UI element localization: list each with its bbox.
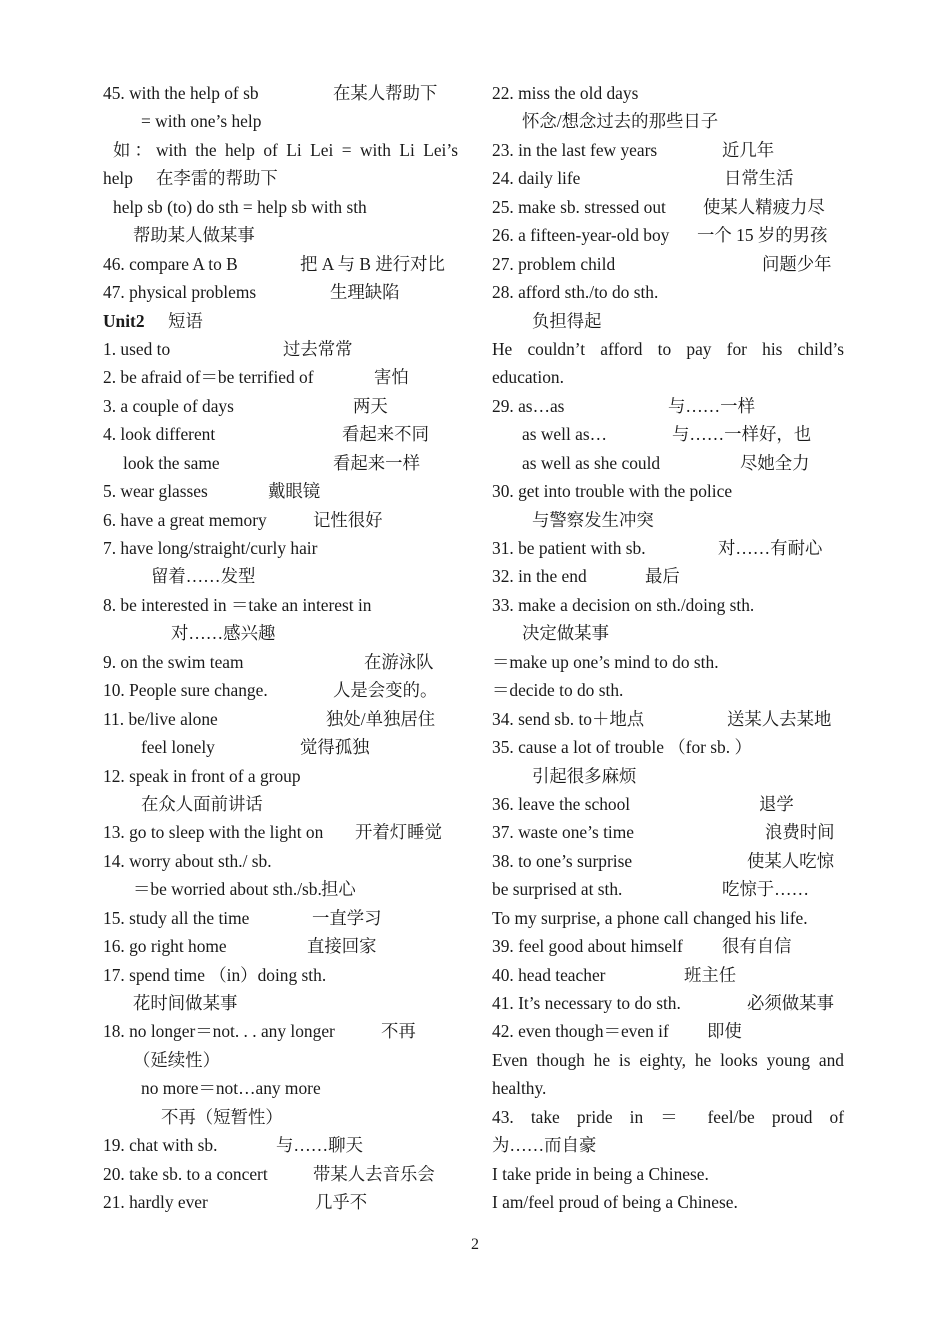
english-phrase: 42. even though＝even if [492, 1021, 669, 1042]
chinese-meaning: 几乎不 [315, 1192, 368, 1213]
english-phrase: 35. cause a lot of trouble （for sb. ） [492, 737, 752, 758]
phrase-line [103, 875, 458, 903]
phrase-line [492, 1017, 844, 1045]
english-phrase: 5. wear glasses [103, 481, 208, 502]
english-phrase: 3. a couple of days [103, 395, 234, 416]
english-phrase: （延续性） [133, 1049, 220, 1070]
phrase-line [103, 1160, 458, 1188]
english-phrase: = with one’s help [141, 111, 262, 132]
chinese-meaning: 近几年 [722, 139, 775, 160]
english-phrase: 37. waste one’s time [492, 822, 634, 843]
phrase-line [103, 847, 458, 875]
chinese-meaning: 戴眼镜 [268, 481, 321, 502]
phrase-line [103, 278, 458, 306]
phrase-line [103, 449, 458, 477]
english-phrase: no more＝not…any more [141, 1078, 321, 1099]
chinese-meaning: 两天 [353, 395, 388, 416]
chinese-meaning: 使某人吃惊 [747, 850, 834, 871]
english-phrase: 负担得起 [532, 310, 602, 331]
english-phrase: 决定做某事 [522, 623, 609, 644]
english-phrase: 21. hardly ever [103, 1192, 208, 1213]
english-phrase: ＝decide to do sth. [492, 680, 624, 701]
english-phrase: 9. on the swim team [103, 651, 244, 672]
english-phrase: 33. make a decision on sth./doing sth. [492, 594, 755, 615]
chinese-meaning: 看起来不同 [342, 424, 429, 445]
phrase-line [492, 136, 844, 164]
english-phrase: 39. feel good about himself [492, 936, 683, 957]
english-phrase: 34. send sb. to＋地点 [492, 708, 645, 729]
chinese-meaning: 浪费时间 [765, 822, 835, 843]
english-phrase: be surprised at sth. [492, 879, 623, 900]
chinese-meaning: 问题少年 [762, 253, 832, 274]
phrase-line [492, 1160, 844, 1188]
phrase-line [103, 733, 458, 761]
phrase-line [492, 1188, 844, 1216]
english-phrase: 24. daily life [492, 168, 581, 189]
english-phrase: 2. be afraid of＝be terrified of [103, 367, 314, 388]
phrase-line [492, 164, 844, 192]
english-phrase: 帮助某人做某事 [133, 225, 255, 246]
phrase-line [103, 1188, 458, 1216]
english-phrase: healthy. [492, 1078, 547, 1099]
english-phrase: 与警察发生冲突 [532, 509, 654, 530]
phrase-line [492, 790, 844, 818]
english-phrase: look the same [123, 452, 220, 473]
phrase-line [492, 363, 844, 391]
english-phrase: 11. be/live alone [103, 708, 218, 729]
phrase-line [103, 221, 458, 249]
phrase-line [492, 449, 844, 477]
phrase-line [492, 733, 844, 761]
english-phrase: 23. in the last few years [492, 139, 658, 160]
chinese-meaning: 直接回家 [307, 936, 377, 957]
phrase-line [492, 534, 844, 562]
phrase-line [492, 562, 844, 590]
phrase-line: He couldn’t afford to pay for his child’s [492, 338, 844, 359]
english-phrase: 32. in the end [492, 566, 587, 587]
phrase-line [103, 562, 458, 590]
chinese-meaning: 害怕 [374, 367, 409, 388]
phrase-line [103, 335, 458, 363]
phrase-line: 43. take pride in ＝ feel/be proud of [492, 1106, 844, 1127]
phrase-line [103, 705, 458, 733]
chinese-meaning: 在某人帮助下 [333, 83, 438, 103]
chinese-meaning: 班主任 [684, 964, 737, 985]
phrase-line: 如：with the help of Li Lei = with Li Lei’s [113, 139, 458, 160]
chinese-meaning: 开着灯睡觉 [355, 822, 442, 843]
english-phrase: 引起很多麻烦 [532, 765, 637, 786]
phrase-line [103, 506, 458, 534]
phrase-line [492, 591, 844, 619]
chinese-meaning: 送某人去某地 [727, 708, 832, 729]
phrase-line [103, 989, 458, 1017]
phrase-line [103, 619, 458, 647]
english-phrase: 13. go to sleep with the light on [103, 822, 324, 843]
phrase-line [492, 278, 844, 306]
chinese-meaning: 尽她全力 [740, 452, 810, 473]
chinese-meaning: 看起来一样 [333, 452, 420, 473]
english-phrase: 17. spend time （in）doing sth. [103, 964, 327, 985]
phrase-line [103, 250, 458, 278]
chinese-meaning: 一直学习 [312, 907, 382, 928]
phrase-line [492, 420, 844, 448]
chinese-meaning: 短语 [168, 310, 203, 331]
english-phrase: I am/feel proud of being a Chinese. [492, 1192, 738, 1213]
english-phrase: 8. be interested in ＝take an interest in [103, 594, 372, 615]
chinese-meaning: 在李雷的帮助下 [156, 168, 278, 189]
english-phrase: 为……而自豪 [492, 1135, 597, 1156]
english-phrase: Unit2 [103, 310, 145, 331]
english-phrase: 14. worry about sth./ sb. [103, 850, 272, 871]
english-phrase: 不再（短暂性） [161, 1106, 283, 1127]
phrase-line [492, 818, 844, 846]
english-phrase: 对……感兴趣 [171, 623, 276, 644]
chinese-meaning: 日常生活 [724, 168, 794, 189]
phrase-line [103, 363, 458, 391]
phrase-line [103, 1017, 458, 1045]
english-phrase: 4. look different [103, 424, 216, 445]
english-phrase: To my surprise, a phone call changed his life. [492, 907, 808, 928]
english-phrase: 28. afford sth./to do sth. [492, 282, 659, 303]
english-phrase: 1. used to [103, 338, 171, 359]
chinese-meaning: 退学 [759, 793, 794, 814]
phrase-line [103, 307, 458, 335]
phrase-line [492, 221, 844, 249]
phrase-line [492, 79, 844, 107]
english-phrase: 38. to one’s surprise [492, 850, 633, 871]
chinese-meaning: 吃惊于…… [722, 879, 809, 900]
phrase-line [103, 648, 458, 676]
phrase-line [103, 1046, 458, 1074]
english-phrase: 29. as…as [492, 395, 565, 416]
phrase-line [492, 392, 844, 420]
english-phrase: 27. problem child [492, 253, 616, 274]
english-phrase: 41. It’s necessary to do sth. [492, 993, 681, 1013]
english-phrase: 花时间做某事 [133, 993, 238, 1013]
phrase-line [103, 164, 458, 192]
english-phrase: 31. be patient with sb. [492, 538, 646, 558]
chinese-meaning: 过去常常 [283, 338, 353, 359]
english-phrase: 45. with the help of sb [103, 83, 259, 103]
phrase-line [103, 961, 458, 989]
phrase-line [492, 762, 844, 790]
english-phrase: 留着……发型 [151, 566, 256, 587]
chinese-meaning: 担心 [321, 879, 356, 900]
phrase-line [103, 904, 458, 932]
phrase-line [492, 619, 844, 647]
chinese-meaning: 很有自信 [722, 936, 792, 957]
english-phrase: 12. speak in front of a group [103, 765, 301, 786]
chinese-meaning: 觉得孤独 [300, 737, 370, 758]
phrase-line [103, 193, 458, 221]
phrase-line [492, 1131, 844, 1159]
chinese-meaning: 在游泳队 [364, 651, 434, 672]
phrase-line [103, 762, 458, 790]
phrase-line [103, 676, 458, 704]
chinese-meaning: 把 A 与 B 进行对比 [300, 253, 445, 274]
english-phrase: 36. leave the school [492, 793, 631, 814]
phrase-line [492, 648, 844, 676]
english-phrase: 18. no longer＝not. . . any longer [103, 1021, 335, 1042]
chinese-meaning: 必须做某事 [747, 993, 834, 1013]
chinese-meaning: 使某人精疲力尽 [703, 196, 825, 217]
english-phrase: feel lonely [141, 737, 215, 758]
chinese-meaning: 一个 15 岁的男孩 [697, 225, 828, 246]
chinese-meaning: 带某人去音乐会 [313, 1163, 435, 1184]
english-phrase: ＝make up one’s mind to do sth. [492, 651, 719, 672]
phrase-line [492, 676, 844, 704]
english-phrase: education. [492, 367, 564, 388]
phrase-line [103, 79, 458, 107]
english-phrase: 7. have long/straight/curly hair [103, 538, 318, 558]
english-phrase: 26. a fifteen-year-old boy [492, 225, 670, 246]
page-number: 2 [471, 1236, 479, 1253]
chinese-meaning: 最后 [645, 566, 680, 587]
chinese-meaning: 生理缺陷 [330, 282, 400, 303]
left-column [103, 79, 458, 1217]
phrase-line [492, 875, 844, 903]
english-phrase: 6. have a great memory [103, 509, 267, 530]
english-phrase: 10. People sure change. [103, 680, 268, 701]
phrase-line [103, 818, 458, 846]
english-phrase: as well as… [522, 424, 608, 445]
english-phrase: help [103, 168, 133, 189]
english-phrase: 20. take sb. to a concert [103, 1163, 268, 1184]
phrase-line [492, 107, 844, 135]
phrase-line [492, 307, 844, 335]
chinese-meaning: 即使 [707, 1021, 742, 1042]
right-column [492, 79, 844, 1217]
english-phrase: help sb (to) do sth = help sb with sth [113, 196, 367, 217]
phrase-line [103, 477, 458, 505]
chinese-meaning: 独处/单独居住 [326, 708, 436, 729]
chinese-meaning: 与……一样 [668, 395, 755, 416]
english-phrase: 40. head teacher [492, 964, 606, 985]
chinese-meaning: 人是会变的。 [333, 680, 438, 701]
english-phrase: 怀念/想念过去的那些日子 [522, 111, 719, 132]
english-phrase: 16. go right home [103, 936, 227, 957]
phrase-line [103, 534, 458, 562]
phrase-line [103, 932, 458, 960]
phrase-line [492, 904, 844, 932]
phrase-line [492, 1074, 844, 1102]
english-phrase: I take pride in being a Chinese. [492, 1163, 709, 1184]
phrase-line [492, 847, 844, 875]
english-phrase: 19. chat with sb. [103, 1135, 218, 1156]
phrase-line [492, 477, 844, 505]
chinese-meaning: 与……聊天 [276, 1135, 363, 1156]
phrase-line [103, 392, 458, 420]
phrase-line [103, 1074, 458, 1102]
phrase-line [103, 107, 458, 135]
english-phrase: 22. miss the old days [492, 83, 639, 103]
chinese-meaning: 对……有耐心 [718, 538, 823, 558]
english-phrase: 46. compare A to B [103, 253, 238, 274]
phrase-line [103, 420, 458, 448]
phrase-line [103, 591, 458, 619]
chinese-meaning: 记性很好 [313, 509, 383, 530]
chinese-meaning: 不再 [381, 1021, 416, 1042]
phrase-line [103, 1103, 458, 1131]
english-phrase: as well as she could [522, 452, 661, 473]
phrase-line [492, 506, 844, 534]
chinese-meaning: 与……一样好，也 [672, 424, 812, 445]
english-phrase: 30. get into trouble with the police [492, 481, 733, 502]
english-phrase: ＝be worried about sth./sb. [133, 879, 322, 900]
phrase-line [103, 790, 458, 818]
phrase-line [492, 961, 844, 989]
english-phrase: 15. study all the time [103, 907, 250, 928]
phrase-line [103, 1131, 458, 1159]
phrase-line [492, 250, 844, 278]
phrase-line [492, 193, 844, 221]
phrase-line [492, 705, 844, 733]
english-phrase: 47. physical problems [103, 282, 257, 303]
english-phrase: 25. make sb. stressed out [492, 196, 666, 217]
english-phrase: 在众人面前讲话 [141, 793, 263, 814]
phrase-line: Even though he is eighty, he looks young and [492, 1049, 844, 1070]
phrase-line [492, 932, 844, 960]
phrase-line [492, 989, 844, 1017]
